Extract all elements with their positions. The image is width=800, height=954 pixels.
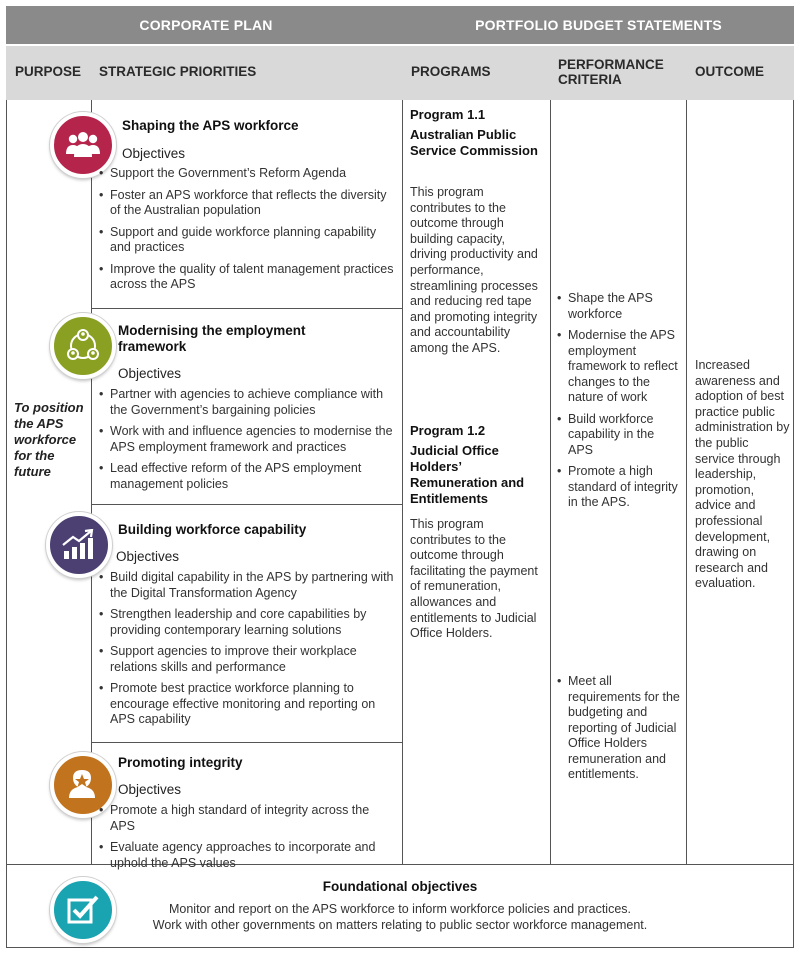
corporate-plan-label: CORPORATE PLAN [139, 17, 273, 33]
objective-item: • Work with and influence agencies to modernise the APS employment framework and practices [99, 424, 395, 455]
criteria-item: • Shape the APS workforce [557, 291, 681, 322]
objective-item: • Strengthen leadership and core capabilities by providing contemporary learning solutions [99, 607, 395, 638]
outcome-column-header: OUTCOME [695, 64, 764, 79]
frame-bottom-border [6, 947, 794, 948]
objectives-label: Objectives [122, 146, 186, 161]
program-2-name: Judicial Office Holders’ Remuneration and Entitlements [410, 443, 525, 506]
objectives-label: Objectives [116, 549, 180, 564]
objectives-list-integrity [99, 803, 395, 877]
purpose-divider [91, 100, 92, 864]
objective-item: • Build digital capability in the APS by partnering with the Digital Transformation Agency [99, 570, 395, 601]
objective-item: • Evaluate agency approaches to incorporate and uphold the APS values [99, 840, 395, 871]
network-people-icon [50, 313, 116, 379]
portfolio-budget-header [403, 6, 794, 44]
frame-right-border [793, 100, 794, 948]
objective-item: • Support agencies to improve their workplace relations skills and performance [99, 644, 395, 675]
corporate-plan-header [6, 6, 406, 44]
objective-item: • Promote best practice workforce planning to encourage effective monitoring and reporting on APS capability [99, 681, 395, 728]
foundational-line-1: Monitor and report on the APS workforce to inform workforce policies and practices. [168, 902, 632, 916]
objective-item: • Partner with agencies to achieve compliance with the Government’s bargaining policies [99, 387, 395, 418]
programs-divider [550, 100, 551, 864]
purpose-text: To position the APS workforce for the future [14, 400, 84, 479]
program-1-description: This program contributes to the outcome through building capacity, driving productivity and performance, streamlining processes and reducing red tape and promoting integrity and accountability among the APS. [410, 185, 538, 355]
criteria-item: • Meet all requirements for the budgeting and reporting of Judicial Office Holders remuneration and entitlements. [557, 674, 681, 783]
program-1-name: Australian Public Service Commission [410, 127, 538, 158]
criteria-divider [686, 100, 687, 864]
programs-column-header: PROGRAMS [411, 64, 491, 79]
criteria-item: • Promote a high standard of integrity in the APS. [557, 464, 681, 511]
objective-item: • Support the Government’s Reform Agenda [99, 166, 395, 182]
program-2-number: Program 1.2 [410, 423, 486, 438]
objectives-list-shaping [99, 166, 395, 299]
criteria-item: • Build workforce capability in the APS [557, 412, 681, 459]
performance-criteria-list-1 [557, 291, 681, 517]
criteria-item: • Modernise the APS employment framework to reflect changes to the nature of work [557, 328, 681, 406]
priority-title-shaping: Shaping the APS workforce [122, 118, 299, 133]
priority-title-building: Building workforce capability [118, 522, 307, 537]
foundational-line-2: Work with other governments on matters relating to public sector workforce management. [152, 918, 648, 932]
priority-title-integrity: Promoting integrity [118, 755, 243, 770]
objective-item: • Improve the quality of talent management practices across the APS [99, 262, 395, 293]
purpose-column-header: PURPOSE [15, 64, 82, 79]
objective-item: • Foster an APS workforce that reflects the diversity of the Australian population [99, 188, 395, 219]
performance-criteria-list-2 [557, 674, 681, 789]
priority-divider-3 [91, 742, 402, 743]
objective-item: • Support and guide workforce planning capability and practices [99, 225, 395, 256]
portfolio-budget-label: PORTFOLIO BUDGET STATEMENTS [475, 17, 722, 33]
objective-item: • Promote a high standard of integrity across the APS [99, 803, 395, 834]
priority-title-modernising: Modernising the employment framework [118, 323, 306, 354]
objectives-list-building [99, 570, 395, 734]
checkbox-icon [50, 877, 116, 943]
priority-divider-1 [91, 308, 402, 309]
objectives-list-modernising [99, 387, 395, 498]
priorities-divider [402, 100, 403, 864]
strategic-priorities-column-header: STRATEGIC PRIORITIES [99, 64, 257, 79]
growth-chart-icon [46, 512, 112, 578]
program-2-description: This program contributes to the outcome through facilitating the payment of remuneration, allowances and entitlements to Judicial Office Holders. [410, 517, 538, 641]
objectives-label: Objectives [118, 366, 182, 381]
outcome-text: Increased awareness and adoption of best practice public administration by the public service through leadership, promotion, advice and professional development, drawing on research and evaluation. [695, 358, 790, 591]
foundational-title: Foundational objectives [322, 879, 478, 894]
objective-item: • Lead effective reform of the APS employment management policies [99, 461, 395, 492]
objectives-label: Objectives [118, 782, 182, 797]
frame-left-border [6, 100, 7, 948]
priority-divider-2 [91, 504, 402, 505]
program-1-number: Program 1.1 [410, 107, 486, 122]
performance-criteria-column-header: PERFORMANCE CRITERIA [558, 57, 664, 87]
